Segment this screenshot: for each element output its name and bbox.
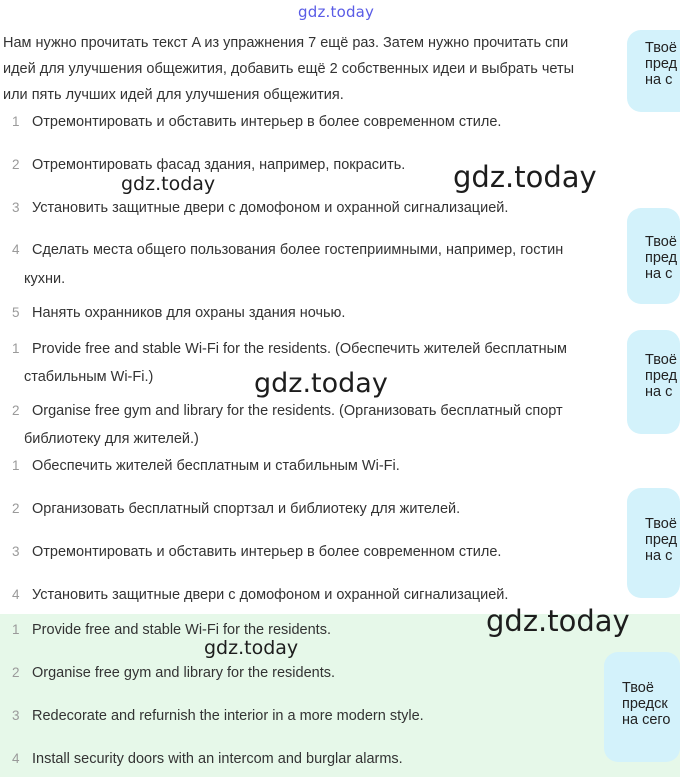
task-description-line: или пять лучших идей для улучшения общежития. — [3, 87, 344, 103]
watermark: gdz.today — [204, 637, 299, 659]
promo-bubble-text: Твоё — [645, 234, 677, 250]
item-number: 4 — [12, 587, 20, 602]
item-number: 2 — [12, 403, 20, 418]
promo-bubble-text: пред — [645, 532, 678, 548]
task-description-line: идей для улучшения общежития, добавить ещё 2 собственных идеи и выбрать четы — [3, 61, 575, 77]
item-text: Отремонтировать фасад здания, например, покрасить. — [32, 157, 406, 173]
promo-bubble-text: пред — [645, 250, 678, 266]
promo-bubble[interactable] — [627, 208, 680, 304]
watermark-top: gdz.today — [298, 3, 375, 21]
item-number: 3 — [12, 544, 20, 559]
item-text: библиотеку для жителей.) — [24, 431, 199, 447]
item-text: Provide free and stable Wi-Fi for the residents. (Обеспечить жителей бесплатным — [32, 341, 567, 357]
promo-bubble-text: Твоё — [622, 680, 654, 696]
promo-bubble-text: на с — [645, 266, 673, 282]
item-text: Отремонтировать и обставить интерьер в более современном стиле. — [32, 544, 502, 560]
task-description — [3, 30, 643, 108]
watermark: gdz.today — [453, 160, 597, 194]
item-number: 1 — [12, 341, 20, 356]
item-number: 2 — [12, 665, 20, 680]
item-text: Сделать места общего пользования более гостеприимными, например, гостин — [32, 242, 564, 258]
item-number: 3 — [12, 200, 20, 215]
item-text: Организовать бесплатный спортзал и библиотеку для жителей. — [32, 501, 461, 517]
promo-bubble-text: Твоё — [645, 40, 677, 56]
promo-bubble-text: пред — [645, 56, 678, 72]
promo-bubble-text: предск — [622, 696, 668, 712]
promo-bubble[interactable] — [627, 488, 680, 598]
promo-bubble-text: на с — [645, 384, 673, 400]
item-number: 1 — [12, 622, 20, 637]
item-number: 4 — [12, 751, 20, 766]
watermark: gdz.today — [254, 368, 388, 399]
item-text: Provide free and stable Wi-Fi for the residents. — [32, 622, 331, 638]
item-text: Нанять охранников для охраны здания ночью. — [32, 305, 346, 321]
item-text: Organise free gym and library for the residents. (Организовать бесплатный спорт — [32, 403, 563, 419]
item-number: 4 — [12, 242, 20, 257]
watermark: gdz.today — [121, 173, 216, 195]
promo-bubble[interactable] — [604, 652, 680, 762]
item-number: 2 — [12, 501, 20, 516]
promo-bubble-text: на сего — [622, 712, 671, 728]
item-text: стабильным Wi-Fi.) — [24, 369, 154, 385]
item-number: 2 — [12, 157, 20, 172]
item-text: Organise free gym and library for the residents. — [32, 665, 336, 681]
item-text: Отремонтировать и обставить интерьер в более современном стиле. — [32, 114, 502, 130]
promo-bubble-text: на с — [645, 548, 673, 564]
item-text: Redecorate and refurnish the interior in a more modern style. — [32, 708, 424, 724]
item-text: кухни. — [24, 271, 66, 287]
item-number: 5 — [12, 305, 20, 320]
item-text: Установить защитные двери с домофоном и охранной сигнализацией. — [32, 200, 509, 216]
promo-bubble-text: пред — [645, 368, 678, 384]
promo-bubble[interactable] — [627, 30, 680, 112]
item-text: Install security doors with an intercom and burglar alarms. — [32, 751, 403, 767]
promo-bubble-text: Твоё — [645, 352, 677, 368]
promo-bubble-text: на с — [645, 72, 673, 88]
item-text: Установить защитные двери с домофоном и охранной сигнализацией. — [32, 587, 509, 603]
task-description-line: Нам нужно прочитать текст A из упражнения 7 ещё раз. Затем нужно прочитать спи — [3, 35, 569, 51]
promo-bubble-text: Твоё — [645, 516, 677, 532]
promo-bubble[interactable] — [627, 330, 680, 434]
item-number: 1 — [12, 114, 20, 129]
item-text: Обеспечить жителей бесплатным и стабильным Wi-Fi. — [32, 458, 400, 474]
item-number: 1 — [12, 458, 20, 473]
item-number: 3 — [12, 708, 20, 723]
watermark: gdz.today — [486, 604, 630, 638]
